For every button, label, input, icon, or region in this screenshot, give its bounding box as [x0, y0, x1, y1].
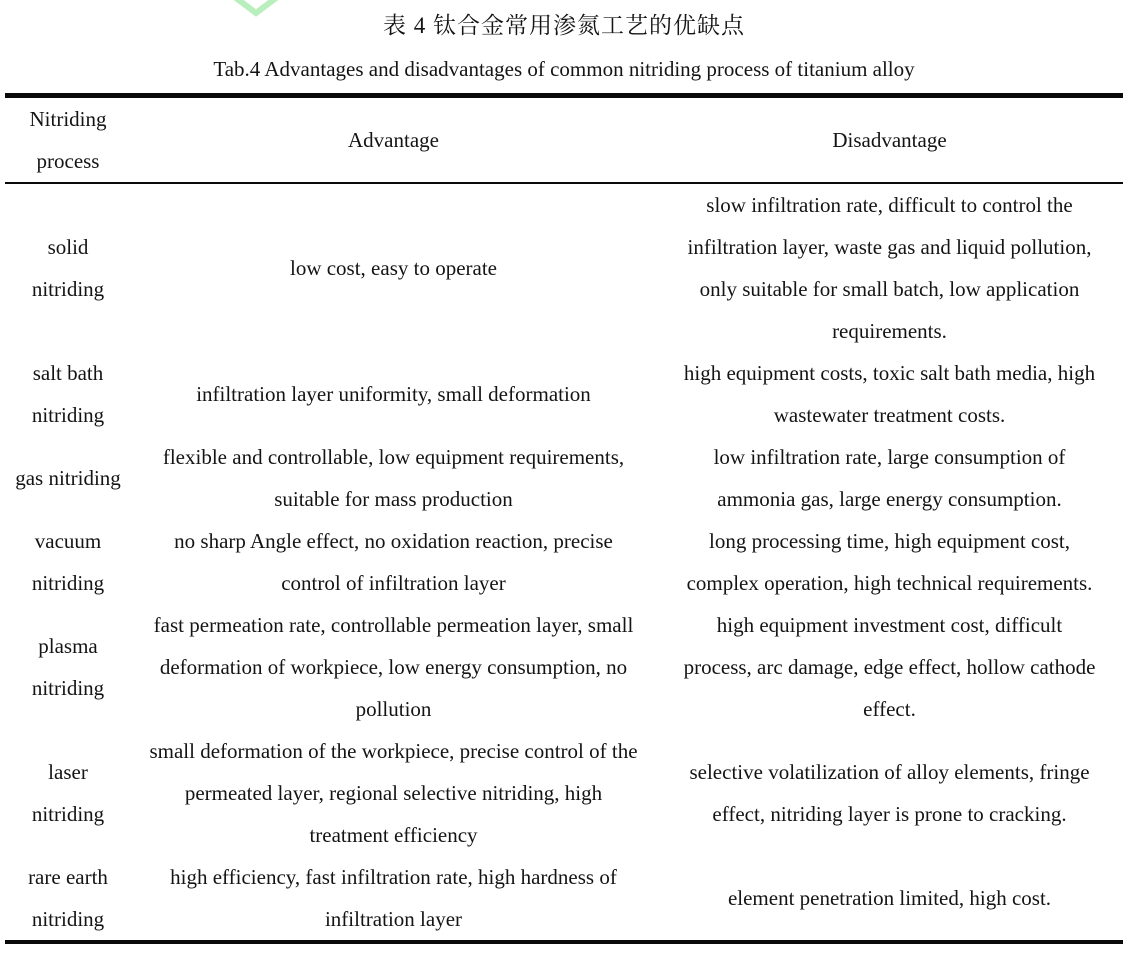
- cell-advantage: no sharp Angle effect, no oxidation reaction, precise control of infiltration layer: [174, 529, 613, 595]
- cell-disadvantage: high equipment costs, toxic salt bath media, high wastewater treatment costs.: [683, 361, 1096, 427]
- cell-disadvantage: selective volatilization of alloy elements, fringe effect, nitriding layer is prone to cracking.: [689, 760, 1090, 826]
- table-row-solid-nitriding: [5, 183, 1123, 352]
- cell-advantage: small deformation of the workpiece, precise control of the permeated layer, regional selective nitriding, high treatment efficiency: [149, 739, 638, 847]
- cell-process: solid nitriding: [31, 235, 105, 301]
- cell-process: rare earth nitriding: [28, 865, 108, 931]
- cell-advantage: fast permeation rate, controllable permeation layer, small deformation of workpiece, low energy consumption, no pollution: [153, 613, 634, 721]
- column-header-advantage: Advantage: [131, 96, 656, 184]
- chevron-down-icon: [224, 0, 288, 18]
- table-row-vacuum-nitriding: [5, 520, 1123, 604]
- cell-disadvantage: long processing time, high equipment cost, complex operation, high technical requirements.: [686, 529, 1093, 595]
- cell-process: laser nitriding: [31, 760, 105, 826]
- table-header-row: [5, 96, 1123, 184]
- cell-disadvantage: high equipment investment cost, difficult process, arc damage, edge effect, hollow cathode effect.: [683, 613, 1096, 721]
- cell-process: gas nitriding: [15, 466, 121, 490]
- table-row-rare-earth-nitriding: [5, 856, 1123, 942]
- cell-process: salt bath nitriding: [31, 361, 105, 427]
- table-row-laser-nitriding: [5, 730, 1123, 856]
- table-row-salt-bath-nitriding: [5, 352, 1123, 436]
- table-row-plasma-nitriding: [5, 604, 1123, 730]
- column-header-disadvantage: Disadvantage: [656, 96, 1123, 184]
- cell-advantage: high efficiency, fast infiltration rate, high hardness of infiltration layer: [170, 865, 617, 931]
- table-title-english: Tab.4 Advantages and disadvantages of common nitriding process of titanium alloy: [213, 57, 915, 81]
- nitriding-process-table: [5, 93, 1123, 944]
- cell-advantage: low cost, easy to operate: [289, 256, 498, 280]
- cell-process: plasma nitriding: [31, 634, 105, 700]
- table-title-chinese: 表 4 钛合金常用渗氮工艺的优缺点: [383, 13, 745, 38]
- table-row-gas-nitriding: [5, 436, 1123, 520]
- cell-disadvantage: slow infiltration rate, difficult to control the infiltration layer, waste gas and liquid pollution, only suitable for small batch, low application requirements.: [687, 193, 1092, 343]
- cell-advantage: flexible and controllable, low equipment requirements, suitable for mass production: [162, 445, 625, 511]
- cell-disadvantage: element penetration limited, high cost.: [727, 886, 1052, 910]
- column-header-nitriding-process: Nitriding process: [5, 96, 131, 184]
- cell-disadvantage: low infiltration rate, large consumption of ammonia gas, large energy consumption.: [713, 445, 1066, 511]
- cell-process: vacuum nitriding: [31, 529, 105, 595]
- cell-advantage: infiltration layer uniformity, small deformation: [196, 382, 591, 406]
